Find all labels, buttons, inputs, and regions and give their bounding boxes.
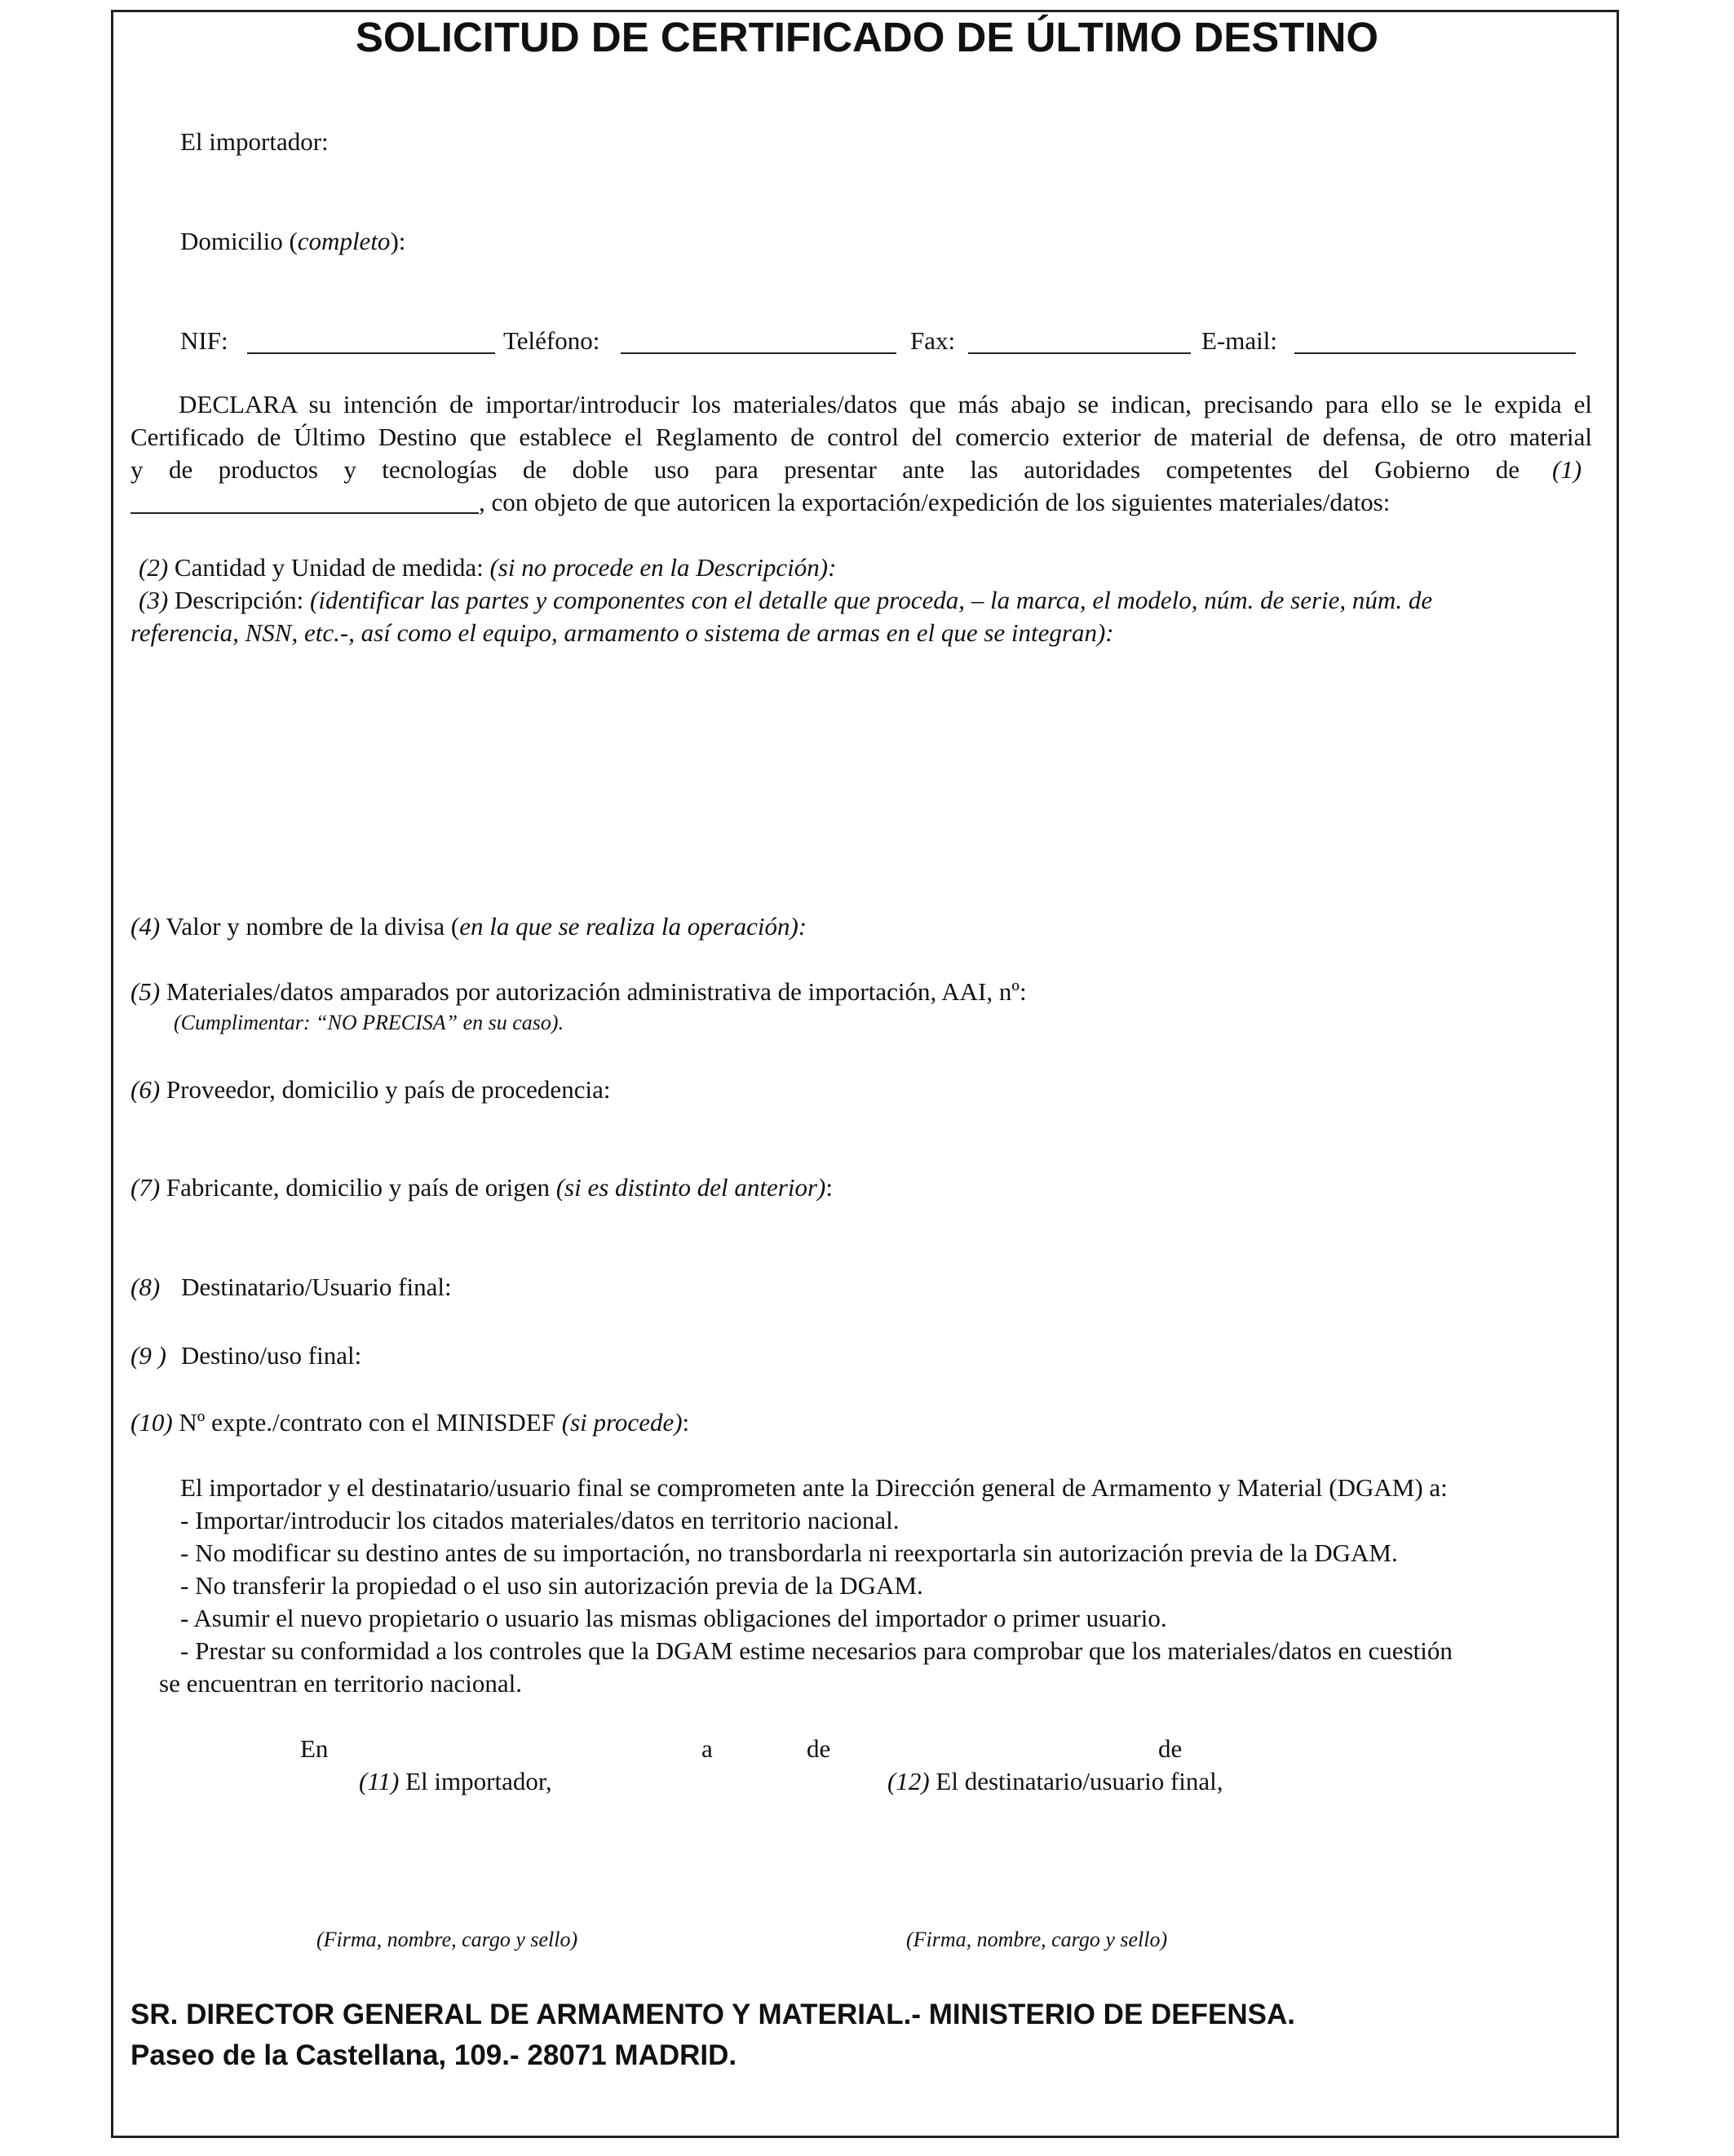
item-2: (2) Cantidad y Unidad de medida: (si no procede en la Descripción): (139, 553, 837, 582)
page-title: SOLICITUD DE CERTIFICADO DE ÚLTIMO DESTINO (355, 14, 1379, 60)
footer-line-2: Paseo de la Castellana, 109.- 28071 MADRID. (130, 2039, 737, 2071)
fax-label: Fax: (910, 326, 956, 355)
item-8: (8) Destinatario/Usuario final: (130, 1273, 452, 1301)
firma-note-left: (Firma, nombre, cargo y sello) (316, 1928, 578, 1951)
importador-label: El importador: (180, 127, 329, 156)
item-3: (3) Descripción: (identificar las partes y componentes con el detalle que proceda, – la marca, el modelo, núm. de serie, núm. de (139, 586, 1433, 614)
item-5: (5) Materiales/datos amparados por autorización administrativa de importación, AAI, nº: (130, 977, 1027, 1006)
compromiso-last-line: se encuentran en territorio nacional. (159, 1669, 522, 1698)
fecha-en: En (300, 1734, 329, 1763)
declara-line-2: Certificado de Último Destino que establece el Reglamento de control del comercio exterior de material de defensa, de otro material (130, 423, 1592, 451)
item-10: (10) Nº expte./contrato con el MINISDEF (si procede): (130, 1408, 690, 1437)
ref-1: (1) (1552, 455, 1582, 484)
compromiso-item-2: - No modificar su destino antes de su importación, no transbordarla ni reexportarla sin autorización previa de la DGAM. (180, 1538, 1398, 1567)
fecha-de-1: de (807, 1734, 831, 1763)
item-9: (9 ) Destino/uso final: (130, 1341, 362, 1370)
fecha-a: a (701, 1734, 713, 1763)
nif-label: NIF: (180, 326, 228, 355)
firma-note-right: (Firma, nombre, cargo y sello) (906, 1928, 1168, 1951)
firma-destinatario-label: (12) El destinatario/usuario final, (887, 1767, 1223, 1795)
declara-line-3: y de productos y tecnologías de doble uso para presentar ante las autoridades competentes del Gobierno de (130, 455, 1519, 484)
firma-importador-label: (11) El importador, (359, 1767, 552, 1795)
fecha-de-2: de (1158, 1734, 1183, 1763)
fax-field-line[interactable] (968, 352, 1191, 354)
declara-line-4: , con objeto de que autoricen la exportación/expedición de los siguientes materiales/datos: (479, 488, 1391, 516)
compromiso-item-3: - No transferir la propiedad o el uso sin autorización previa de la DGAM. (180, 1571, 923, 1600)
telefono-label: Teléfono: (503, 326, 600, 355)
compromiso-item-4: - Asumir el nuevo propietario o usuario las mismas obligaciones del importador o primer usuario. (180, 1604, 1167, 1632)
nif-field-line[interactable] (247, 352, 495, 354)
declara-line-1: DECLARA su intención de importar/introducir los materiales/datos que más abajo se indican, precisando para ello se le expida el (179, 390, 1592, 418)
compromiso-intro: El importador y el destinatario/usuario final se comprometen ante la Dirección general de Armamento y Material (DGAM) a: (180, 1473, 1448, 1502)
compromiso-item-1: - Importar/introducir los citados materiales/datos en territorio nacional. (180, 1506, 900, 1534)
item-5-note: (Cumplimentar: “NO PRECISA” en su caso). (174, 1011, 564, 1034)
email-field-line[interactable] (1294, 352, 1576, 354)
telefono-field-line[interactable] (621, 352, 896, 354)
email-label: E-mail: (1201, 326, 1277, 355)
footer-line-1: SR. DIRECTOR GENERAL DE ARMAMENTO Y MATERIAL.- MINISTERIO DE DEFENSA. (130, 1999, 1295, 2030)
gobierno-field-line[interactable] (130, 512, 479, 514)
item-7: (7) Fabricante, domicilio y país de origen (si es distinto del anterior): (130, 1173, 833, 1202)
domicilio-label: Domicilio (completo): (180, 227, 406, 255)
compromiso-item-5: - Prestar su conformidad a los controles que la DGAM estime necesarios para comprobar que los materiales/datos en cuestión (180, 1636, 1453, 1665)
item-3-note: referencia, NSN, etc.-, así como el equipo, armamento o sistema de armas en el que se integran): (130, 618, 1114, 647)
item-6: (6) Proveedor, domicilio y país de procedencia: (130, 1075, 611, 1104)
item-4: (4) Valor y nombre de la divisa (en la que se realiza la operación): (130, 912, 807, 941)
